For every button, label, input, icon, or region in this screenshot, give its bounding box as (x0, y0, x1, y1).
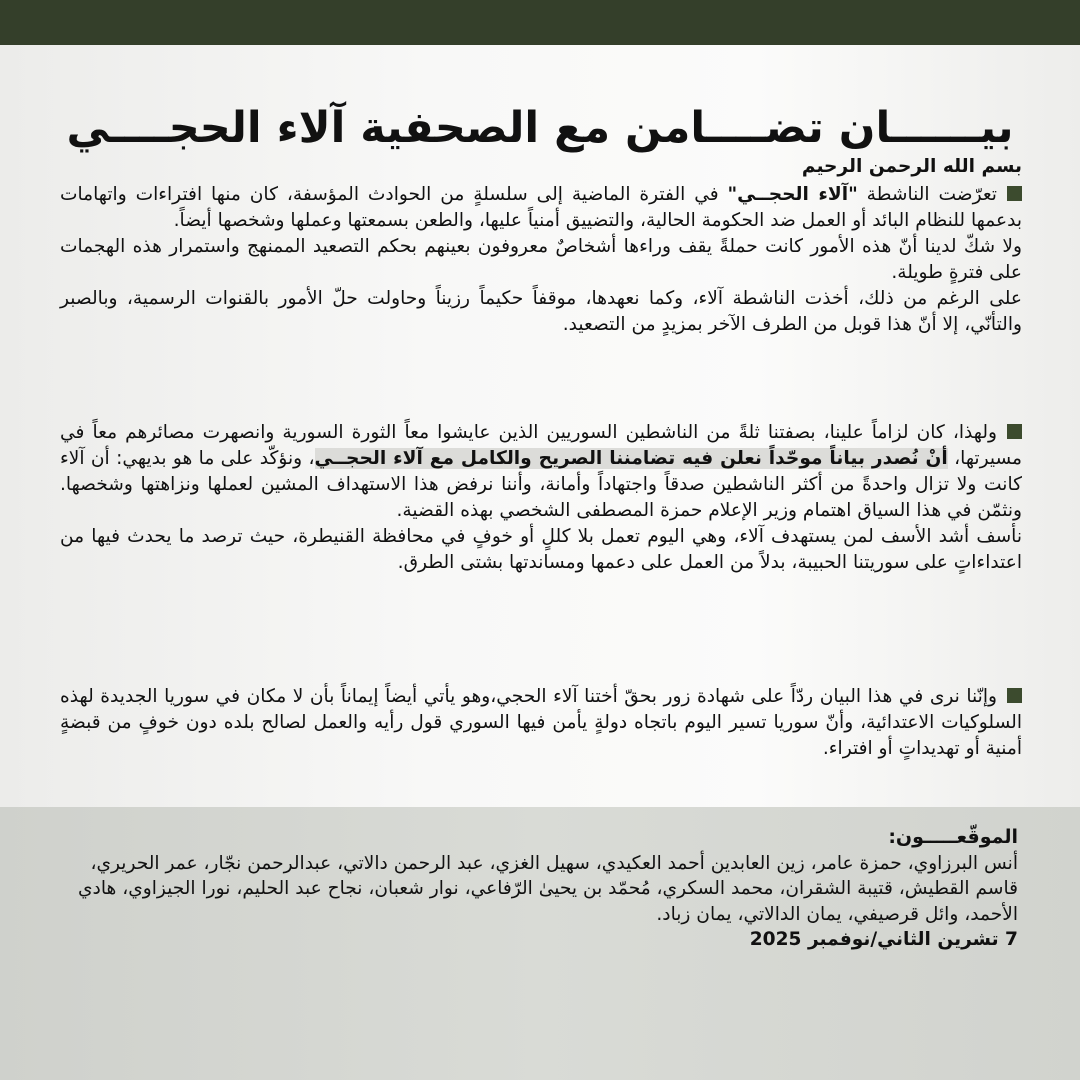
square-bullet-icon (1007, 688, 1022, 703)
paragraph-3 (60, 684, 1022, 762)
paragraph-1-sentence-2: ولا شكّ لدينا أنّ هذه الأمور كانت حملةً يقف وراءها أشخاصٌ معروفون بعينهم بحكم التصعيد الممنهج واستمرار هذه الهجمات على فترةٍ طويلة. (60, 235, 1022, 283)
paragraph-2 (60, 420, 1022, 575)
square-bullet-icon (1007, 186, 1022, 201)
statement-date: 7 تشرين الثاني/نوفمبر 2025 (749, 929, 1018, 950)
paragraph-2-sentence-2: نأسف أشد الأسف لمن يستهدف آلاء، وهي اليوم تعمل بلا كللٍ أو خوفٍ في محافظة القنيطرة، حيث ترصد ما يحدث فيها من اعتداءاتٍ على سوريتنا الحبيبة، بدلاً من العمل على دعمها ومساندتها بشتى الطرق. (60, 525, 1022, 573)
signatories-names: أنس البرزاوي، حمزة عامر، زين العابدين أحمد العكيدي، سهيل الغزي، عبد الرحمن دالاتي، عبدالرحمن نجّار، عمر الحريري، قاسم القطيش، قتيبة الشقران، محمد السكري، مُحمّد بن يحيىٰ الرّفاعي، نوار شعبان، نجاح عبد الحليم، نورا الجيزاوي، هادي الأحمد، وائل قرصيفي، يمان الدالاتي، يمان زباد. (77, 852, 1018, 925)
square-bullet-icon (1007, 424, 1022, 439)
paragraph-1 (60, 182, 1022, 337)
paragraph-2-sentence-1: ولهذا، كان لزاماً علينا، بصفتنا ثلةً من الناشطين السوريين الذين عايشوا معاً الثورة السورية وانصهرت مصائرهم معاً في مسيرتها، أنْ نُصدر بياناً موحّداً نعلن فيه تضامننا الصريح والكامل مع آلاء الحجــي، ونؤكّد على ما هو بديهي: أن آلاء كانت ولا تزال واحدةً من أكثر الناشطين صدقاً واجتهاداً وأمانة، وأننا نرفض هذا الاستهداف المشين لعملها ونزاهتها وشخصها. ونثمّن في هذا السياق اهتمام وزير الإعلام حمزة المصطفى الشخصي بهذه القضية. (60, 422, 1022, 521)
basmala: بسم الله الرحمن الرحيم (801, 156, 1022, 177)
activist-name: "آلاء الحجــي" (727, 184, 858, 205)
signatories (58, 825, 1018, 953)
solidarity-highlight: أنْ نُصدر بياناً موحّداً نعلن فيه تضامننا الصريح والكامل مع آلاء الحجــي (314, 447, 948, 469)
statement-title: بيــــــان تضــــامن مع الصحفية آلاء الحجــــي (66, 103, 1014, 153)
top-banner (0, 0, 1080, 45)
paragraph-3-text: وإنّنا نرى في هذا البيان ردّاً على شهادة زور بحقّ أختنا آلاء الحجي،وهو يأتي أيضاً إيماناً بأن لا مكان في سوريا الجديدة لهذه السلوكيات الاعتدائية، وأنّ سوريا تسير اليوم باتجاه دولةٍ يأمن فيها السوري قول رأيه والعمل لصالح بلده دون خوفٍ من قبضةٍ أمنية أو تهديداتٍ أو افتراء. (60, 686, 1022, 759)
paragraph-1-sentence-3: على الرغم من ذلك، أخذت الناشطة آلاء، وكما نعهدها، موقفاً حكيماً رزيناً وحاولت حلّ الأمور بالقنوات الرسمية، وبالصبر والتأنّي، إلا أنّ هذا قوبل من الطرف الآخر بمزيدٍ من التصعيد. (60, 287, 1022, 335)
signatories-heading: الموقّعـــــون: (888, 826, 1018, 848)
paragraph-1-sentence-1: تعرّضت الناشطة "آلاء الحجــي" في الفترة الماضية إلى سلسلةٍ من الحوادث المؤسفة، كان منها افتراءات واتهامات بدعمها للنظام البائد أو العمل ضد الحكومة الحالية، والتضييق أمنياً عليها، والطعن بسمعتها وعملها وشخصها أيضاً. (60, 184, 1022, 231)
